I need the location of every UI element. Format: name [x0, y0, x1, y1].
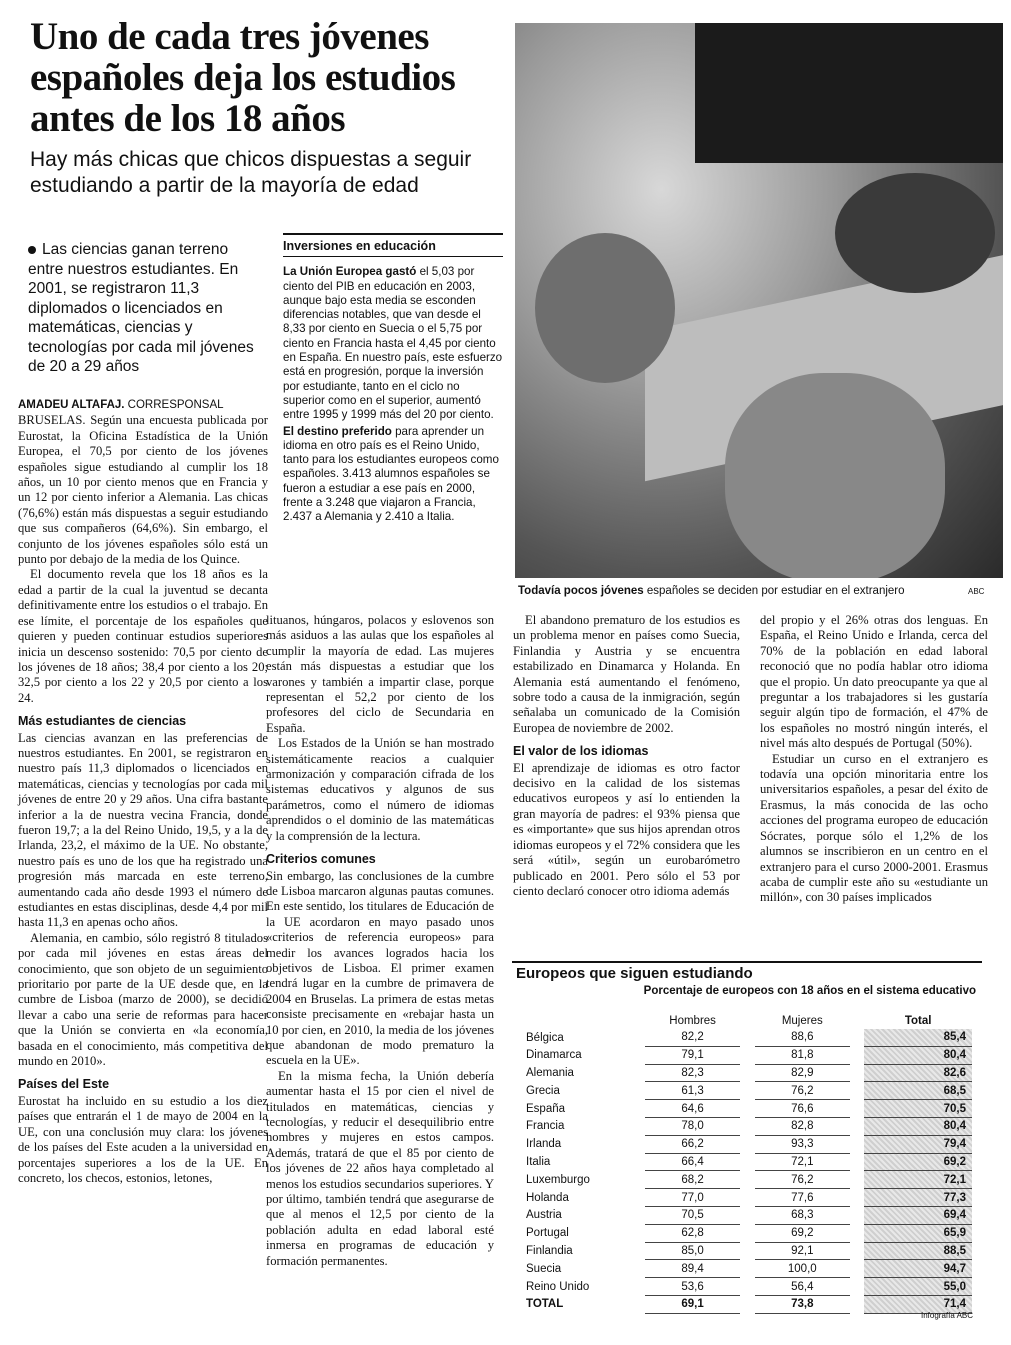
total-cell: 85,4 [864, 1029, 972, 1046]
country-cell: Finlandia [526, 1244, 573, 1257]
total-cell: 55,0 [864, 1278, 972, 1296]
header-mujeres: Mujeres [781, 1015, 823, 1027]
gap-cell [740, 1189, 754, 1207]
gap-cell [740, 1171, 754, 1189]
gap-cell [850, 1189, 864, 1207]
mujeres-cell: 81,8 [755, 1046, 850, 1064]
table-total-row [526, 1295, 972, 1313]
article-column-4 [760, 613, 988, 906]
mujeres-cell: 92,1 [755, 1242, 850, 1260]
photo-caption [518, 585, 918, 597]
section-heading: Más estudiantes de ciencias [18, 714, 187, 729]
hombres-cell: 66,2 [645, 1135, 740, 1153]
mujeres-cell: 68,3 [755, 1206, 850, 1224]
sidebar-text: el 5,03 por ciento del PIB en educación en 2003, aunque bajo esta media se esconden diferencias notables, que van desde el 8,33 por ciento en Suecia o el 5,75 por ciento en Francia hasta el 4,45 por ciento en España. En nuestro país, este esfuerzo está en progresión, porque la inversión por estudiante, tanto en el ciclo no superior como en el superior, aumentó entre 1995 y 1999 más del 20 por ciento. [283, 265, 503, 422]
photo-student [535, 233, 675, 383]
gap-cell [850, 1135, 864, 1153]
table-row [526, 1206, 972, 1224]
gap-cell [740, 1029, 754, 1046]
hombres-cell: 85,0 [645, 1242, 740, 1260]
table-row [526, 1189, 972, 1207]
sidebar-paragraph [283, 265, 503, 422]
mujeres-cell: 76,6 [755, 1100, 850, 1118]
photo-window [695, 23, 1003, 163]
country-cell: Dinamarca [526, 1049, 582, 1062]
paragraph: lituanos, húngaros, polacos y eslovenos son más asiduos a las aulas que los españoles al cumplir la mayoría de edad. Las mujeres están más dispuestas a estudiar que los varones y también a impartir clase, porque representan el 52,2 por ciento de los profesores del ciclo de Secundaria en España. [266, 613, 494, 735]
mujeres-cell: 76,2 [755, 1171, 850, 1189]
classroom-photo [515, 23, 1003, 578]
table-row [526, 1029, 972, 1046]
paragraph: En la misma fecha, la Unión debería aumentar hasta el 15 por cien el nivel de titulados en matemáticas, ciencias y tecnologías, y reducir el desequilibrio entre hombres y mujeres en estos campos. Además, tratará de que el 85 por ciento de los jóvenes de 22 años haya completado al menos los estudios secundarios superiores. Y por último, también tendrá que asegurarse de que al menos el 12,5 por ciento de la población adulta en edad laboral esté inmersa en programas de educación y formación permanentes. [266, 1068, 494, 1268]
article-column-3 [513, 613, 740, 899]
total-cell: 65,9 [864, 1224, 972, 1242]
hombres-cell: 78,0 [645, 1117, 740, 1135]
hombres-cell: 62,8 [645, 1224, 740, 1242]
mujeres-cell: 56,4 [755, 1278, 850, 1296]
summary-bullet [28, 240, 263, 377]
subheadline: Hay más chicas que chicos dispuestas a seguir estudiando a partir de la mayoría de edad [30, 148, 472, 197]
table-row [526, 1135, 972, 1153]
header-country [526, 1013, 645, 1029]
hombres-cell: 68,2 [645, 1171, 740, 1189]
country-cell: Bélgica [526, 1031, 564, 1044]
country-cell: Francia [526, 1120, 565, 1133]
table-row [526, 1082, 972, 1100]
gap-cell [740, 1224, 754, 1242]
total-cell: 70,5 [864, 1100, 972, 1118]
hombres-cell: 82,3 [645, 1064, 740, 1082]
total-cell: 82,6 [864, 1064, 972, 1082]
country-cell: Alemania [526, 1066, 574, 1079]
gap-cell [850, 1082, 864, 1100]
total-cell: 71,4 [864, 1295, 972, 1313]
paragraph: Sin embargo, las conclusiones de la cumbre de Lisboa marcaron algunas pautas comunes. En este sentido, los titulares de Educación de la UE acordaron en mayo pasado unos «criterios de referencia europeos» para medir los avances logrados hacia los objetivos de Lisboa. El primer examen tendrá lugar en la cumbre de primavera de 2004 en Bruselas. La primera de estas metas consiste precisamente en «rebajar hasta un 10 por cien, en 2010, la media de los jóvenes que abandonan de modo prematuro la escuela en la UE». [266, 868, 495, 1068]
hombres-cell: 82,2 [645, 1029, 740, 1046]
paragraph: Los Estados de la Unión se han mostrado sistemáticamente reacios a cualquier armonización y comparación cifrada de los sistemas educativos y algunos de sus parámetros, como el número de idiomas aprendidos o el dominio de las matemáticas y la comprensión de la lectura. [266, 736, 494, 843]
total-cell: 79,4 [864, 1135, 972, 1153]
header-gap [740, 1013, 754, 1029]
total-cell: 88,5 [864, 1242, 972, 1260]
total-cell: 69,4 [864, 1206, 972, 1224]
paragraph: Eurostat ha incluido en su estudio a los diez países que entrarán el 1 de mayo de 2004 en la UE, con una conclusión muy clara: los jóvenes de los países del Este acuden a la universidad en porcentajes superiores a los de la UE. En concreto, los checos, estonios, letones, [18, 1093, 268, 1185]
hombres-cell: 66,4 [645, 1153, 740, 1171]
table-row [526, 1100, 972, 1118]
country-cell: Holanda [526, 1191, 569, 1204]
country-cell: TOTAL [526, 1298, 564, 1311]
table-row [526, 1171, 972, 1189]
photo-student [725, 373, 945, 578]
mujeres-cell: 72,1 [755, 1153, 850, 1171]
mujeres-cell: 69,2 [755, 1224, 850, 1242]
headline: Uno de cada tres jóvenes españoles deja los estudios antes de los 18 años [30, 15, 456, 140]
table-body [526, 1029, 972, 1313]
table-subtitle: Porcentaje de europeos con 18 años en el sistema educativo [643, 985, 976, 997]
country-cell: España [526, 1102, 566, 1115]
hombres-cell: 61,3 [645, 1082, 740, 1100]
paragraph: El aprendizaje de idiomas es otro factor decisivo en la calidad de los sistemas educativos europeos y así lo entienden la gran mayoría de padres: el 93% piensa que es «importante» que sus hijos aprendan otros idiomas europeos y el 72% considera que les será «útil», según un eurobarómetro publicado en 2001. Pero sólo el 53 por ciento declaró conocer otro idioma además [513, 760, 740, 898]
gap-cell [850, 1278, 864, 1296]
paragraph: El documento revela que los 18 años es la edad a partir de la cual la juventud se decanta definitivamente entre los estudios o el trabajo. En ese límite, el porcentaje de los españoles que quieren y pueden continuar estudios superiores inicia un descenso sostenido: 70,5 por ciento de los jóvenes de 18 años; 38,4 por ciento a los 20; 32,5 por ciento a los 22 y 20,5 por ciento a los 24. [18, 567, 268, 705]
hombres-cell: 64,6 [645, 1100, 740, 1118]
table-row [526, 1153, 972, 1171]
gap-cell [850, 1100, 864, 1118]
gap-cell [850, 1064, 864, 1082]
section-heading: Criterios comunes [266, 852, 376, 867]
gap-cell [740, 1100, 754, 1118]
total-cell: 80,4 [864, 1117, 972, 1135]
mujeres-cell: 73,8 [755, 1295, 850, 1313]
mujeres-cell: 82,8 [755, 1117, 850, 1135]
article-column-2 [266, 613, 494, 1269]
gap-cell [850, 1224, 864, 1242]
total-cell: 68,5 [864, 1082, 972, 1100]
header-total: Total [904, 1015, 932, 1027]
data-table-graphic [512, 961, 982, 1311]
gap-cell [850, 1260, 864, 1278]
gap-cell [850, 1029, 864, 1046]
gap-cell [740, 1260, 754, 1278]
paragraph: del propio y el 26% otras dos lenguas. En España, el Reino Unido e Irlanda, cerca del 70% de la población en edad laboral reconoció que no podía hablar otro idioma que el propio. Un dato preocupante ya que al preguntar a los trabajadores si les gustaría seguir algún tipo de formación, el 47% de los españoles no mostró ningún interés, el nivel más alto después de Portugal (50%). [760, 613, 988, 751]
country-cell: Luxemburgo [526, 1173, 590, 1186]
summary-text: Las ciencias ganan terreno entre nuestros estudiantes. En 2001, se registraron 11,3 diplomados o licenciados en matemáticas, ciencias y tecnologías por cada mil jóvenes de 20 a 29 años [28, 241, 254, 375]
gap-cell [740, 1278, 754, 1296]
gap-cell [740, 1153, 754, 1171]
country-cell: Reino Unido [526, 1280, 590, 1293]
country-cell: Irlanda [526, 1138, 562, 1151]
paragraph: Estudiar un curso en el extranjero es todavía una opción minoritaria entre los universitarios españoles, a pesar del éxito de Erasmus, la más conocida de las ocho acciones del programa europeo de educación Sócrates, porque sólo el 1,2% de los alumnos se inscribieron en un centro en el extranjero para el curso 2000-2001. Erasmus acaba de cumplir este año su «estudiante un millón», con 30 países implicados [760, 751, 988, 905]
country-cell: Austria [526, 1209, 562, 1222]
gap-cell [740, 1117, 754, 1135]
gap-cell [850, 1046, 864, 1064]
table-row [526, 1117, 972, 1135]
country-cell: Italia [526, 1155, 551, 1168]
photo-credit: ABC [968, 587, 985, 596]
gap-cell [850, 1242, 864, 1260]
hombres-cell: 89,4 [645, 1260, 740, 1278]
table-row [526, 1278, 972, 1296]
caption-text: españoles se deciden por estudiar en el extranjero [643, 585, 905, 597]
caption-bold: Todavía pocos jóvenes [518, 585, 644, 597]
table-header-row [526, 1013, 972, 1029]
paragraph: Las ciencias avanzan en las preferencias de nuestros estudiantes. En 2001, se registraron en nuestro país 11,3 diplomados o licenciados en matemáticas, ciencias y tecnologías por cada mil jóvenes de entre 20 y 29 años. Una cifra bastante inferior a la de nuestra vecina Francia, donde fueron 19,7; a la del Reino Unido, 19,5, y a la de Irlanda, 23,2, el máximo de la UE. No obstante, nuestro país es uno de los que ha registrado una progresión más marcada en este terreno, aumentando cada año desde 1993 el número de estudiantes en estas disciplinas, desde 4,4 por mil hasta 11,3 en apenas ocho años. [18, 730, 268, 930]
total-cell: 72,1 [864, 1171, 972, 1189]
sidebar-paragraph [283, 425, 503, 525]
mujeres-cell: 77,6 [755, 1189, 850, 1207]
bullet-dot-icon [28, 246, 36, 254]
mujeres-cell: 76,2 [755, 1082, 850, 1100]
gap-cell [850, 1171, 864, 1189]
sidebar-title: Inversiones en educación [283, 233, 503, 257]
sidebar-box [283, 233, 503, 527]
byline-role: CORRESPONSAL [124, 399, 224, 411]
gap-cell [740, 1064, 754, 1082]
sidebar-lead: La Unión Europea gastó [283, 265, 417, 279]
country-cell: Portugal [526, 1227, 569, 1240]
mujeres-cell: 88,6 [755, 1029, 850, 1046]
table-row [526, 1260, 972, 1278]
table-title: Europeos que siguen estudiando [516, 965, 753, 982]
sidebar-text: para aprender un idioma en otro país es el Reino Unido, tanto para los estudiantes europeos como españoles. 3.413 alumnos españoles se fueron a estudiar a ese país en 2000, frente a 3.248 que viajaron a Francia, 2.437 a Alemania y 2.410 a Italia. [283, 424, 499, 524]
hombres-cell: 79,1 [645, 1046, 740, 1064]
gap-cell [740, 1046, 754, 1064]
sidebar-lead: El destino preferido [283, 424, 392, 438]
total-cell: 69,2 [864, 1153, 972, 1171]
gap-cell [850, 1153, 864, 1171]
gap-cell [740, 1295, 754, 1313]
gap-cell [740, 1082, 754, 1100]
gap-cell [850, 1206, 864, 1224]
hombres-cell: 53,6 [645, 1278, 740, 1296]
article-column-1 [18, 397, 268, 1186]
table-row [526, 1242, 972, 1260]
paragraph: El abandono prematuro de los estudios es un problema menor en países como Suecia, Finlandia y Austria y se encuentra estabilizado en Dinamarca y Holanda. En Alemania está aumentando el fenómeno, sobre todo a causa de la inmigración, según señalaba un comunicado de la Comisión Europea de noviembre de 2002. [513, 613, 740, 735]
section-heading: El valor de los idiomas [513, 744, 649, 759]
table-row [526, 1224, 972, 1242]
gap-cell [740, 1206, 754, 1224]
infographic-credit: Infografía ABC [921, 1311, 974, 1320]
byline-name: AMADEU ALTAFAJ. [18, 399, 125, 411]
header-hombres: Hombres [669, 1015, 716, 1027]
gap-cell [740, 1135, 754, 1153]
header-gap [850, 1013, 864, 1029]
paragraph: BRUSELAS. Según una encuesta publicada por Eurostat, la Oficina Estadística de la Unión Europea, el 70,5 por ciento de los jóvenes españoles sigue estudiando al cumplir los 18 años, un 10 por ciento menos que en Francia y un 12 por ciento inferior a Alemania. Las chicas (76,6%) están más dispuestas a seguir estudiando que sus compañeros (64,6%). Sin embargo, el conjunto de los jóvenes españoles sólo está un punto por debajo de la media de los Quince. [18, 413, 268, 567]
table-row [526, 1046, 972, 1064]
mujeres-cell: 82,9 [755, 1064, 850, 1082]
data-table [526, 1013, 972, 1314]
country-cell: Grecia [526, 1084, 560, 1097]
paragraph: Alemania, en cambio, sólo registró 8 titulados por cada mil jóvenes en estas áreas del conocimiento, que son objeto de un seguimiento prioritario por parte de la UE desde que, en la cumbre de Lisboa (marzo de 2000), se decidió llevar a cabo una serie de reformas para hacer que la Unión se convierta en «la economía, basada en el conocimiento, más competitiva del mundo en 2010». [18, 930, 268, 1069]
gap-cell [850, 1295, 864, 1313]
gap-cell [740, 1242, 754, 1260]
hombres-cell: 69,1 [645, 1295, 740, 1313]
section-heading: Países del Este [18, 1077, 110, 1092]
hombres-cell: 77,0 [645, 1189, 740, 1207]
mujeres-cell: 100,0 [755, 1260, 850, 1278]
mujeres-cell: 93,3 [755, 1135, 850, 1153]
gap-cell [850, 1117, 864, 1135]
table-row [526, 1064, 972, 1082]
photo-student [835, 173, 995, 293]
hombres-cell: 70,5 [645, 1206, 740, 1224]
total-cell: 94,7 [864, 1260, 972, 1278]
total-cell: 80,4 [864, 1046, 972, 1064]
country-cell: Suecia [526, 1262, 562, 1275]
total-cell: 77,3 [864, 1189, 972, 1207]
